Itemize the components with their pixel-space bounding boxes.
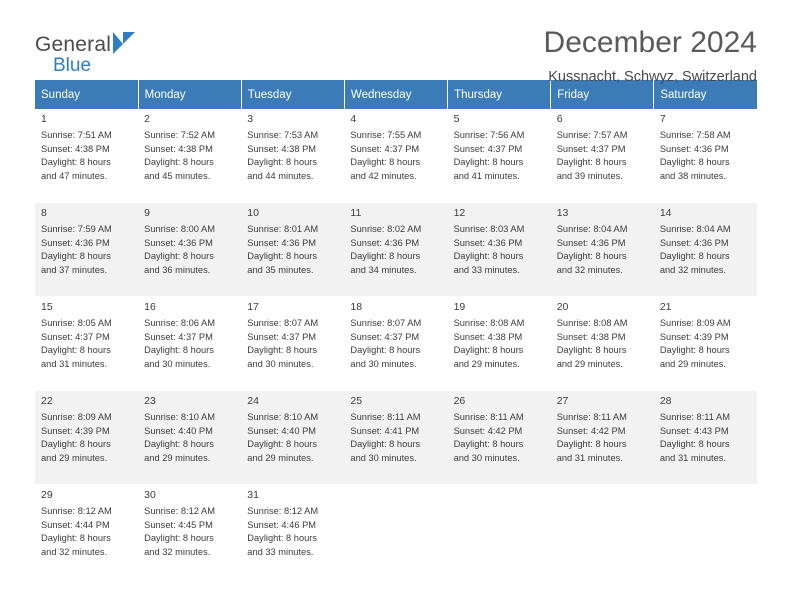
calendar-week-row: [35, 109, 757, 203]
day-cell[interactable]: [551, 109, 654, 203]
daylight-text-line1: Daylight: 8 hours: [453, 439, 524, 450]
day-cell[interactable]: [138, 485, 241, 579]
sunrise-text: Sunrise: 8:11 AM: [350, 412, 421, 422]
sunset-text: Sunset: 4:38 PM: [453, 331, 523, 342]
day-number: 31: [247, 489, 259, 501]
sunset-text: Sunset: 4:42 PM: [556, 425, 626, 436]
sunrise-text: Sunrise: 8:02 AM: [350, 224, 422, 234]
daylight-text-line1: Daylight: 8 hours: [659, 345, 730, 356]
daylight-text-line2: and 36 minutes.: [144, 264, 211, 275]
calendar-week-row: [35, 203, 757, 297]
sunset-text: Sunset: 4:36 PM: [556, 237, 626, 248]
sunrise-text: Sunrise: 8:04 AM: [659, 224, 731, 234]
daylight-text-line1: Daylight: 8 hours: [453, 157, 524, 168]
day-cell[interactable]: [35, 297, 138, 391]
daylight-text-line2: and 42 minutes.: [350, 170, 417, 181]
sunrise-text: Sunrise: 7:59 AM: [41, 224, 112, 234]
sunset-text: Sunset: 4:36 PM: [659, 237, 729, 248]
day-number: 30: [144, 489, 156, 501]
logo-text-blue: Blue: [53, 55, 92, 76]
daylight-text-line2: and 29 minutes.: [453, 358, 520, 369]
daylight-text-line1: Daylight: 8 hours: [350, 345, 421, 356]
sunset-text: Sunset: 4:36 PM: [350, 237, 420, 248]
daylight-text-line1: Daylight: 8 hours: [41, 439, 111, 450]
day-number: 19: [453, 301, 466, 313]
day-number: 10: [247, 207, 259, 219]
sunrise-text: Sunrise: 7:51 AM: [41, 130, 112, 140]
day-cell[interactable]: [448, 109, 551, 203]
day-cell[interactable]: [551, 297, 654, 391]
sunset-text: Sunset: 4:37 PM: [144, 331, 213, 342]
daylight-text-line1: Daylight: 8 hours: [556, 439, 627, 450]
day-cell[interactable]: [448, 391, 551, 485]
daylight-text-line2: and 30 minutes.: [247, 358, 314, 369]
day-number: 2: [144, 113, 150, 125]
daylight-text-line2: and 31 minutes.: [556, 452, 623, 463]
weekday-header-thursday: Thursday: [448, 80, 551, 109]
sunset-text: Sunset: 4:38 PM: [41, 143, 110, 154]
weekday-header-tuesday: Tuesday: [241, 80, 344, 109]
daylight-text-line1: Daylight: 8 hours: [247, 251, 318, 262]
sunset-text: Sunset: 4:42 PM: [453, 425, 523, 436]
daylight-text-line2: and 32 minutes.: [659, 264, 726, 275]
daylight-text-line1: Daylight: 8 hours: [453, 251, 524, 262]
sunrise-text: Sunrise: 8:10 AM: [144, 412, 215, 422]
daylight-text-line1: Daylight: 8 hours: [41, 345, 111, 356]
sunset-text: Sunset: 4:38 PM: [247, 143, 317, 154]
day-cell[interactable]: [138, 203, 241, 297]
day-cell[interactable]: [551, 391, 654, 485]
sunset-text: Sunset: 4:36 PM: [247, 237, 317, 248]
sunrise-text: Sunrise: 7:56 AM: [453, 130, 525, 140]
day-number: 21: [659, 301, 672, 313]
day-cell[interactable]: [344, 391, 447, 485]
sunrise-text: Sunrise: 8:11 AM: [556, 412, 627, 422]
day-number: 15: [41, 301, 53, 313]
daylight-text-line1: Daylight: 8 hours: [247, 533, 318, 544]
sunrise-text: Sunrise: 8:04 AM: [556, 224, 628, 234]
daylight-text-line1: Daylight: 8 hours: [144, 251, 214, 262]
daylight-text-line1: Daylight: 8 hours: [144, 157, 214, 168]
day-number: 23: [144, 395, 156, 407]
day-number: 22: [41, 395, 53, 407]
day-cell[interactable]: [654, 203, 757, 297]
day-cell[interactable]: [241, 203, 344, 297]
daylight-text-line2: and 30 minutes.: [350, 452, 417, 463]
sunrise-text: Sunrise: 7:57 AM: [556, 130, 628, 140]
day-cell[interactable]: [35, 391, 138, 485]
sunset-text: Sunset: 4:37 PM: [350, 331, 420, 342]
sunset-text: Sunset: 4:38 PM: [556, 331, 626, 342]
daylight-text-line2: and 33 minutes.: [453, 264, 520, 275]
sunset-text: Sunset: 4:41 PM: [350, 425, 420, 436]
day-cell[interactable]: [448, 203, 551, 297]
sunset-text: Sunset: 4:45 PM: [144, 519, 213, 530]
daylight-text-line2: and 29 minutes.: [659, 358, 726, 369]
day-number: 16: [144, 301, 156, 313]
daylight-text-line2: and 41 minutes.: [453, 170, 520, 181]
daylight-text-line2: and 29 minutes.: [144, 452, 211, 463]
daylight-text-line2: and 44 minutes.: [247, 170, 314, 181]
day-cell[interactable]: [654, 109, 757, 203]
day-cell-empty: [654, 485, 757, 579]
day-number: 25: [350, 395, 363, 407]
daylight-text-line1: Daylight: 8 hours: [556, 345, 627, 356]
day-number: 11: [350, 207, 362, 219]
day-number: 26: [453, 395, 466, 407]
sunset-text: Sunset: 4:36 PM: [659, 143, 729, 154]
day-cell[interactable]: [654, 297, 757, 391]
daylight-text-line1: Daylight: 8 hours: [144, 439, 214, 450]
day-number: 17: [247, 301, 259, 313]
day-cell[interactable]: [551, 203, 654, 297]
day-cell[interactable]: [35, 109, 138, 203]
weekday-header-saturday: Saturday: [654, 80, 757, 109]
logo-text-general: General: [35, 33, 112, 56]
day-number: 29: [41, 489, 53, 501]
sunset-text: Sunset: 4:36 PM: [144, 237, 213, 248]
sunset-text: Sunset: 4:37 PM: [41, 331, 110, 342]
day-cell[interactable]: [241, 391, 344, 485]
sunrise-text: Sunrise: 8:11 AM: [659, 412, 730, 422]
daylight-text-line2: and 31 minutes.: [41, 358, 108, 369]
daylight-text-line1: Daylight: 8 hours: [41, 533, 111, 544]
weekday-header-wednesday: Wednesday: [344, 80, 447, 109]
daylight-text-line1: Daylight: 8 hours: [247, 345, 318, 356]
sunset-text: Sunset: 4:37 PM: [350, 143, 420, 154]
daylight-text-line1: Daylight: 8 hours: [41, 251, 111, 262]
sunrise-text: Sunrise: 8:07 AM: [247, 318, 319, 328]
daylight-text-line2: and 39 minutes.: [556, 170, 623, 181]
daylight-text-line2: and 29 minutes.: [556, 358, 623, 369]
day-number: 24: [247, 395, 259, 407]
daylight-text-line2: and 29 minutes.: [247, 452, 314, 463]
logo: [35, 26, 150, 78]
calendar-week-row: [35, 485, 757, 579]
calendar-week-row: [35, 391, 757, 485]
day-cell[interactable]: [241, 485, 344, 579]
sunrise-text: Sunrise: 8:10 AM: [247, 412, 319, 422]
title-block: [544, 26, 757, 87]
sunset-text: Sunset: 4:38 PM: [144, 143, 213, 154]
day-number: 14: [659, 207, 672, 219]
daylight-text-line1: Daylight: 8 hours: [144, 345, 214, 356]
sunrise-text: Sunrise: 8:05 AM: [41, 318, 112, 328]
daylight-text-line2: and 35 minutes.: [247, 264, 314, 275]
sunset-text: Sunset: 4:40 PM: [247, 425, 317, 436]
day-number: 7: [659, 113, 666, 125]
daylight-text-line1: Daylight: 8 hours: [247, 157, 318, 168]
day-cell[interactable]: [654, 391, 757, 485]
page-header: [35, 0, 757, 85]
sunset-text: Sunset: 4:46 PM: [247, 519, 317, 530]
sunrise-text: Sunrise: 7:53 AM: [247, 130, 319, 140]
day-number: 1: [41, 113, 47, 125]
day-cell[interactable]: [344, 203, 447, 297]
sunrise-text: Sunrise: 8:11 AM: [453, 412, 524, 422]
day-number: 13: [556, 207, 569, 219]
daylight-text-line1: Daylight: 8 hours: [350, 439, 421, 450]
weekday-header-sunday: Sunday: [35, 80, 138, 109]
daylight-text-line2: and 32 minutes.: [144, 546, 211, 557]
sunset-text: Sunset: 4:37 PM: [453, 143, 523, 154]
day-cell[interactable]: [138, 297, 241, 391]
sunrise-text: Sunrise: 8:08 AM: [453, 318, 525, 328]
day-cell[interactable]: [241, 297, 344, 391]
sunrise-text: Sunrise: 8:12 AM: [247, 506, 319, 516]
day-cell[interactable]: [35, 203, 138, 297]
sunset-text: Sunset: 4:40 PM: [144, 425, 213, 436]
day-number: 12: [453, 207, 466, 219]
sunset-text: Sunset: 4:36 PM: [41, 237, 110, 248]
day-cell[interactable]: [35, 485, 138, 579]
day-cell[interactable]: [448, 297, 551, 391]
day-cell-empty: [448, 485, 551, 579]
daylight-text-line1: Daylight: 8 hours: [350, 157, 421, 168]
daylight-text-line2: and 31 minutes.: [659, 452, 726, 463]
daylight-text-line2: and 38 minutes.: [659, 170, 726, 181]
weekday-header-friday: Friday: [551, 80, 654, 109]
daylight-text-line2: and 29 minutes.: [41, 452, 108, 463]
calendar-week-row: [35, 297, 757, 391]
sunrise-text: Sunrise: 7:52 AM: [144, 130, 215, 140]
daylight-text-line2: and 32 minutes.: [41, 546, 108, 557]
day-number: 4: [350, 113, 357, 125]
sunset-text: Sunset: 4:43 PM: [659, 425, 729, 436]
daylight-text-line2: and 45 minutes.: [144, 170, 211, 181]
calendar-table: [35, 80, 757, 579]
sunrise-text: Sunrise: 8:08 AM: [556, 318, 628, 328]
daylight-text-line2: and 33 minutes.: [247, 546, 314, 557]
triangle-logo-cutout-icon: [113, 32, 123, 44]
daylight-text-line1: Daylight: 8 hours: [144, 533, 214, 544]
sunrise-text: Sunrise: 8:00 AM: [144, 224, 215, 234]
daylight-text-line2: and 32 minutes.: [556, 264, 623, 275]
weekday-header-monday: Monday: [138, 80, 241, 109]
sunset-text: Sunset: 4:37 PM: [247, 331, 317, 342]
day-cell-empty: [344, 485, 447, 579]
daylight-text-line1: Daylight: 8 hours: [247, 439, 318, 450]
sunrise-text: Sunrise: 8:01 AM: [247, 224, 319, 234]
sunset-text: Sunset: 4:44 PM: [41, 519, 110, 530]
daylight-text-line2: and 30 minutes.: [453, 452, 520, 463]
day-cell[interactable]: [241, 109, 344, 203]
sunrise-text: Sunrise: 8:12 AM: [144, 506, 215, 516]
daylight-text-line1: Daylight: 8 hours: [453, 345, 524, 356]
location-subtitle: Kussnacht, Schwyz, Switzerland: [548, 69, 757, 85]
day-cell-empty: [551, 485, 654, 579]
daylight-text-line1: Daylight: 8 hours: [350, 251, 421, 262]
day-cell[interactable]: [138, 109, 241, 203]
sunset-text: Sunset: 4:36 PM: [453, 237, 523, 248]
daylight-text-line2: and 30 minutes.: [350, 358, 417, 369]
day-number: 6: [556, 113, 563, 125]
day-number: 28: [659, 395, 672, 407]
sunrise-text: Sunrise: 8:06 AM: [144, 318, 215, 328]
day-number: 20: [556, 301, 569, 313]
daylight-text-line1: Daylight: 8 hours: [556, 251, 627, 262]
sunrise-text: Sunrise: 7:58 AM: [659, 130, 731, 140]
daylight-text-line2: and 30 minutes.: [144, 358, 211, 369]
daylight-text-line1: Daylight: 8 hours: [41, 157, 111, 168]
sunset-text: Sunset: 4:37 PM: [556, 143, 626, 154]
day-cell[interactable]: [344, 109, 447, 203]
daylight-text-line2: and 37 minutes.: [41, 264, 108, 275]
day-cell[interactable]: [344, 297, 447, 391]
daylight-text-line2: and 47 minutes.: [41, 170, 108, 181]
sunrise-text: Sunrise: 8:07 AM: [350, 318, 422, 328]
day-number: 5: [453, 113, 460, 125]
sunrise-text: Sunrise: 8:09 AM: [41, 412, 112, 422]
page-title: December 2024: [543, 26, 757, 59]
daylight-text-line1: Daylight: 8 hours: [659, 251, 730, 262]
sunset-text: Sunset: 4:39 PM: [41, 425, 110, 436]
day-number: 3: [247, 113, 254, 125]
day-cell[interactable]: [138, 391, 241, 485]
day-number: 9: [144, 207, 150, 219]
sunrise-text: Sunrise: 8:09 AM: [659, 318, 731, 328]
daylight-text-line1: Daylight: 8 hours: [659, 157, 730, 168]
daylight-text-line1: Daylight: 8 hours: [556, 157, 627, 168]
daylight-text-line1: Daylight: 8 hours: [659, 439, 730, 450]
sunrise-text: Sunrise: 8:12 AM: [41, 506, 112, 516]
daylight-text-line2: and 34 minutes.: [350, 264, 417, 275]
sunrise-text: Sunrise: 7:55 AM: [350, 130, 422, 140]
sunset-text: Sunset: 4:39 PM: [659, 331, 729, 342]
day-number: 18: [350, 301, 363, 313]
sunrise-text: Sunrise: 8:03 AM: [453, 224, 525, 234]
day-number: 8: [41, 207, 47, 219]
day-number: 27: [556, 395, 569, 407]
